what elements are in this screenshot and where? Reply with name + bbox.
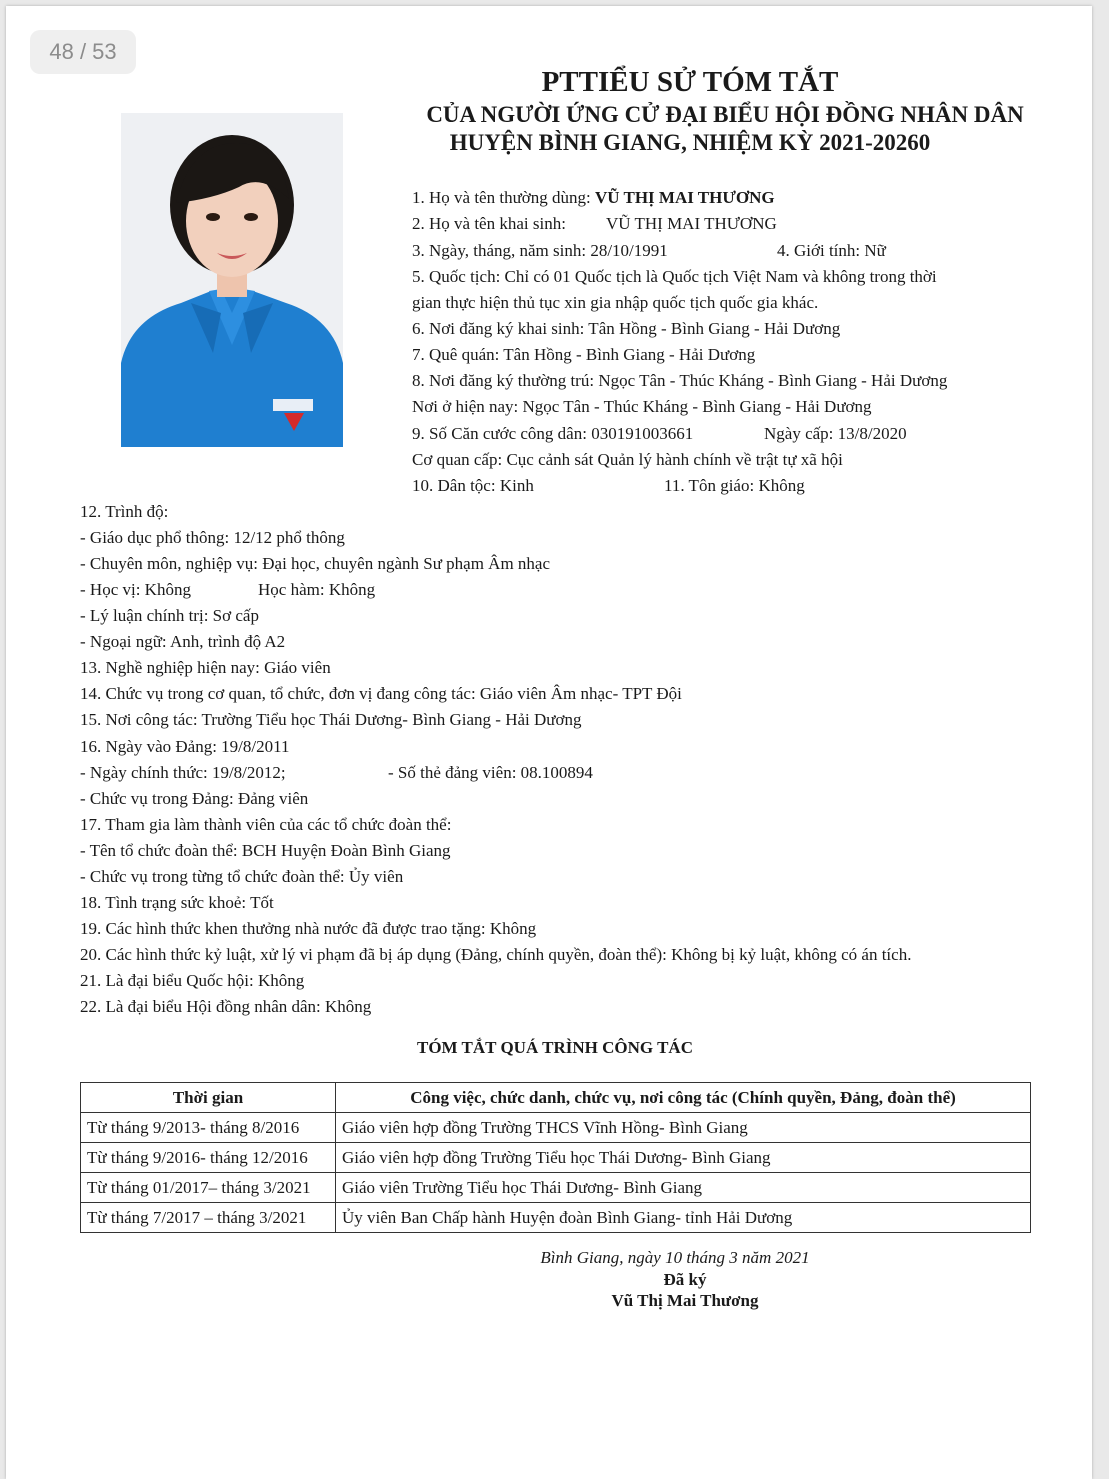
item-12-degree: - Học vị: Không (80, 580, 191, 599)
item-2-value: VŨ THỊ MAI THƯƠNG (606, 214, 777, 233)
item-15: 15. Nơi công tác: Trường Tiểu học Thái Dương- Bình Giang - Hải Dương (80, 710, 582, 729)
column-header-time: Thời gian (81, 1083, 336, 1113)
item-3: 3. Ngày, tháng, năm sinh: 28/10/1991 (412, 241, 668, 260)
item-22: 22. Là đại biểu Hội đồng nhân dân: Không (80, 997, 372, 1016)
item-6: 6. Nơi đăng ký khai sinh: Tân Hồng - Bình Giang - Hải Dương (412, 319, 841, 338)
item-8-line-1: 8. Nơi đăng ký thường trú: Ngọc Tân - Thúc Kháng - Bình Giang - Hải Dương (412, 371, 948, 390)
item-21: 21. Là đại biểu Quốc hội: Không (80, 971, 305, 990)
item-5-line-1: 5. Quốc tịch: Chỉ có 01 Quốc tịch là Quốc tịch Việt Nam và không trong thời (412, 267, 937, 286)
table-header-row (81, 1083, 1031, 1113)
item-9: 9. Số Căn cước công dân: 030191003661 (412, 424, 694, 443)
item-17: 17. Tham gia làm thành viên của các tổ chức đoàn thể: (80, 815, 452, 834)
item-1 (412, 187, 775, 209)
table-row (81, 1143, 1031, 1173)
item-18: 18. Tình trạng sức khoẻ: Tốt (80, 893, 274, 912)
work-history-title: TÓM TẮT QUÁ TRÌNH CÔNG TÁC (417, 1038, 693, 1057)
table-row (81, 1203, 1031, 1233)
signature-date: Bình Giang, ngày 10 tháng 3 năm 2021 (540, 1248, 810, 1267)
item-19: 19. Các hình thức khen thưởng nhà nước đã được trao tặng: Không (80, 919, 537, 938)
column-header-job: Công việc, chức danh, chức vụ, nơi công tác (Chính quyền, Đảng, đoàn thể) (336, 1083, 1031, 1113)
item-13: 13. Nghề nghiệp hiện nay: Giáo viên (80, 658, 331, 677)
row-job: Giáo viên Trường Tiểu học Thái Dương- Bình Giang (336, 1173, 1031, 1203)
row-job: Ủy viên Ban Chấp hành Huyện đoàn Bình Giang- tỉnh Hải Dương (336, 1203, 1031, 1233)
signature-status: Đã ký (663, 1270, 707, 1289)
row-time: Từ tháng 01/2017– tháng 3/2021 (81, 1173, 336, 1203)
item-12-specialty: - Chuyên môn, nghiệp vụ: Đại học, chuyên ngành Sư phạm Âm nhạc (80, 554, 551, 573)
item-16-party-card: - Số thẻ đảng viên: 08.100894 (388, 763, 593, 782)
document-subtitle-1: CỦA NGƯỜI ỨNG CỬ ĐẠI BIỂU HỘI ĐỒNG NHÂN DÂN (426, 102, 1024, 127)
document-subtitle-2: HUYỆN BÌNH GIANG, NHIỆM KỲ 2021-20260 (449, 130, 931, 155)
item-8-line-2: Nơi ở hiện nay: Ngọc Tân - Thúc Kháng - Bình Giang - Hải Dương (412, 397, 872, 416)
item-14: 14. Chức vụ trong cơ quan, tổ chức, đơn vị đang công tác: Giáo viên Âm nhạc- TPT Đội (80, 684, 682, 703)
item-12-academic-title: Học hàm: Không (258, 580, 376, 599)
item-2-label: 2. Họ và tên khai sinh: (412, 214, 566, 233)
item-1-label: 1. Họ và tên thường dùng: (412, 188, 595, 207)
item-12-political-theory: - Lý luận chính trị: Sơ cấp (80, 606, 259, 625)
item-9-issuer: Cơ quan cấp: Cục cảnh sát Quản lý hành chính về trật tự xã hội (412, 450, 843, 469)
item-16-official-date: - Ngày chính thức: 19/8/2012; (80, 763, 286, 782)
item-9-issue-date: Ngày cấp: 13/8/2020 (764, 424, 907, 443)
table-row (81, 1173, 1031, 1203)
row-time: Từ tháng 9/2016- tháng 12/2016 (81, 1143, 336, 1173)
item-20: 20. Các hình thức kỷ luật, xử lý vi phạm đã bị áp dụng (Đảng, chính quyền, đoàn thể): Không bị kỷ luật, không có án tích. (80, 945, 912, 964)
page-counter: 48 / 53 (30, 30, 136, 74)
item-12-general-education: - Giáo dục phổ thông: 12/12 phổ thông (80, 528, 345, 547)
item-1-value: VŨ THỊ MAI THƯƠNG (595, 188, 775, 207)
item-12-foreign-language: - Ngoại ngữ: Anh, trình độ A2 (80, 632, 286, 651)
document-title: PTTIỂU SỬ TÓM TẮT (541, 66, 839, 98)
row-job: Giáo viên hợp đồng Trường Tiểu học Thái Dương- Bình Giang (336, 1143, 1031, 1173)
item-16: 16. Ngày vào Đảng: 19/8/2011 (80, 737, 290, 756)
signer-name: Vũ Thị Mai Thương (611, 1291, 759, 1310)
item-5-line-2: gian thực hiện thủ tục xin gia nhập quốc tịch quốc gia khác. (412, 293, 819, 312)
item-7: 7. Quê quán: Tân Hồng - Bình Giang - Hải Dương (412, 345, 756, 364)
item-17-organization: - Tên tổ chức đoàn thể: BCH Huyện Đoàn Bình Giang (80, 841, 451, 860)
item-11: 11. Tôn giáo: Không (664, 476, 805, 495)
item-4: 4. Giới tính: Nữ (777, 241, 886, 260)
row-job: Giáo viên hợp đồng Trường THCS Vĩnh Hồng- Bình Giang (336, 1113, 1031, 1143)
item-12: 12. Trình độ: (80, 502, 169, 521)
item-16-party-position: - Chức vụ trong Đảng: Đảng viên (80, 789, 309, 808)
item-10: 10. Dân tộc: Kinh (412, 476, 534, 495)
portrait-photo (121, 113, 343, 447)
table-row (81, 1113, 1031, 1143)
item-17-position: - Chức vụ trong từng tổ chức đoàn thể: Ủy viên (80, 867, 404, 886)
row-time: Từ tháng 9/2013- tháng 8/2016 (81, 1113, 336, 1143)
row-time: Từ tháng 7/2017 – tháng 3/2021 (81, 1203, 336, 1233)
work-history-table (80, 1082, 1031, 1233)
